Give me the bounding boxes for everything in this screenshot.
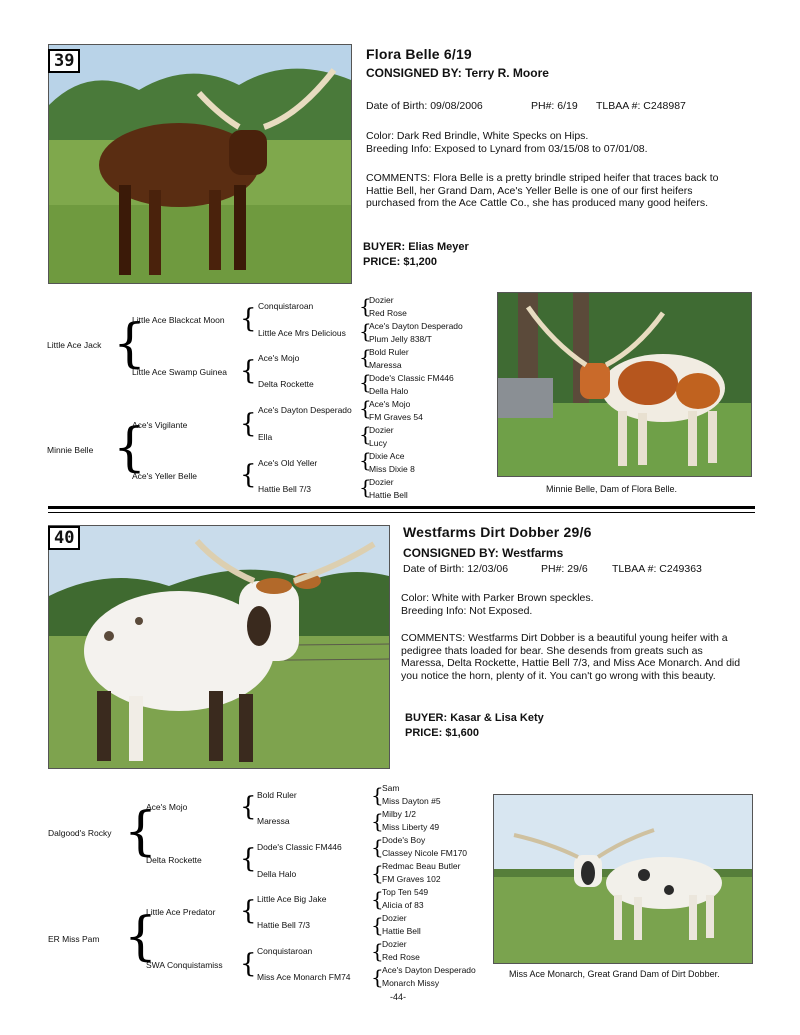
pedigree-g3: Delta Rockette: [258, 379, 314, 389]
section-divider-thin: [48, 512, 755, 513]
lot39-number: 39: [48, 49, 80, 73]
brace: {: [359, 370, 372, 394]
lot40-buyer: BUYER: Kasar & Lisa Kety: [405, 712, 544, 724]
lot39-price: PRICE: $1,200: [363, 256, 437, 268]
pedigree-g2: Little Ace Swamp Guinea: [132, 367, 227, 377]
pedigree-g3: Ace's Dayton Desperado: [258, 405, 352, 415]
brace: {: [240, 460, 257, 490]
pedigree-g3: Miss Ace Monarch FM74: [257, 972, 351, 982]
lot40-consigned-by: CONSIGNED BY: Westfarms: [403, 546, 564, 560]
section-divider-thick: [48, 506, 755, 509]
brace: {: [240, 304, 257, 334]
pedigree-g4: Sam: [382, 783, 400, 793]
pedigree-g2: SWA Conquistamiss: [146, 960, 223, 970]
lot39-dam-image: [498, 293, 751, 476]
lot40-dam-image: [494, 795, 752, 963]
pedigree-g2: Little Ace Blackcat Moon: [132, 315, 225, 325]
brace: {: [359, 319, 372, 343]
pedigree-g4: FM Graves 54: [369, 412, 423, 422]
pedigree-g4: Top Ten 549: [382, 887, 429, 897]
pedigree-g4: Hattie Bell: [382, 926, 421, 936]
pedigree-g4: Bold Ruler: [369, 347, 409, 357]
pedigree-g4: Plum Jelly 838/T: [369, 334, 432, 344]
pedigree-g4: Red Rose: [382, 952, 420, 962]
pedigree-g3: Conquistaroan: [257, 946, 313, 956]
pedigree-g4: Dixie Ace: [369, 451, 405, 461]
lot40-number: 40: [48, 526, 80, 550]
lot39-consigned-by: CONSIGNED BY: Terry R. Moore: [366, 66, 549, 80]
brace: {: [240, 792, 257, 822]
brace: {: [371, 887, 384, 911]
brace: {: [240, 949, 257, 979]
pedigree-g4: Dozier: [369, 477, 394, 487]
lot39-color: Color: Dark Red Brindle, White Specks on Hips.: [366, 130, 589, 142]
lot39-comments: COMMENTS: Flora Belle is a pretty brindle striped heifer that traces back to Hattie Bell, her Grand Dam, Ace's Yeller Belle is one of our first heifers purchased from the Ace Cattle Co., she has produced many good heifers.: [366, 172, 719, 209]
pedigree-sire: Dalgood's Rocky: [48, 828, 112, 838]
lot40-comments: COMMENTS: Westfarms Dirt Dobber is a beautiful young heifer with a pedigree thats loaded for bear. She desends from greats such as Maressa, Delta Rockette, Hattie Bell 7/3, and Miss Ace Monarch. And did you notice the horn, plenty of it. You can't go wrong with this beauty.: [401, 632, 741, 682]
lot40-cow-image: [49, 526, 389, 768]
pedigree-g2: Ace's Yeller Belle: [132, 471, 197, 481]
pedigree-g4: Miss Liberty 49: [382, 822, 440, 832]
pedigree-g4: Dozier: [369, 425, 394, 435]
brace: {: [371, 913, 384, 937]
pedigree-g3: Maressa: [257, 816, 290, 826]
brace: {: [124, 802, 158, 862]
pedigree-dam: ER Miss Pam: [48, 934, 100, 944]
brace: {: [359, 345, 372, 369]
pedigree-g2: Ace's Vigilante: [132, 420, 188, 430]
pedigree-g4: Red Rose: [369, 308, 407, 318]
pedigree-g4: Della Halo: [369, 386, 409, 396]
pedigree-g3: Ace's Old Yeller: [258, 458, 318, 468]
lot39-ph: PH#: 6/19: [531, 100, 578, 112]
pedigree-sire: Little Ace Jack: [47, 340, 102, 350]
brace: {: [359, 475, 372, 499]
pedigree-g4: Hattie Bell: [369, 490, 408, 500]
pedigree-g4: Miss Dixie 8: [369, 464, 415, 474]
lot40-caption: Miss Ace Monarch, Great Grand Dam of Dirt Dobber.: [509, 969, 720, 979]
pedigree-g4: Dozier: [369, 295, 394, 305]
pedigree-g4: Lucy: [369, 438, 387, 448]
pedigree-g4: Classey Nicole FM170: [382, 848, 468, 858]
lot39-dam-photo: [497, 292, 752, 477]
brace: {: [359, 396, 372, 420]
pedigree-g3: Ella: [258, 432, 273, 442]
brace: {: [371, 809, 384, 833]
lot40-ph: PH#: 29/6: [541, 563, 588, 575]
pedigree-g4: Monarch Missy: [382, 978, 440, 988]
lot39-dob: Date of Birth: 09/08/2006: [366, 100, 483, 112]
brace: {: [240, 844, 257, 874]
lot40-main-photo: [48, 525, 390, 769]
pedigree-g4: Maressa: [369, 360, 402, 370]
lot40-tlbaa: TLBAA #: C249363: [612, 563, 702, 575]
lot40-dob: Date of Birth: 12/03/06: [403, 563, 509, 575]
pedigree-g3: Bold Ruler: [257, 790, 297, 800]
brace: {: [371, 783, 384, 807]
lot39-caption: Minnie Belle, Dam of Flora Belle.: [546, 484, 678, 494]
pedigree-g4: Milby 1/2: [382, 809, 417, 819]
brace: {: [359, 422, 372, 446]
brace: {: [371, 861, 384, 885]
pedigree-g4: Dode's Boy: [382, 835, 426, 845]
lot39-title: Flora Belle 6/19: [366, 46, 472, 62]
pedigree-g3: Della Halo: [257, 869, 297, 879]
lot40-title: Westfarms Dirt Dobber 29/6: [403, 524, 592, 540]
brace: {: [240, 896, 257, 926]
pedigree-g4: Dozier: [382, 913, 407, 923]
brace: {: [371, 965, 384, 989]
lot40-price: PRICE: $1,600: [405, 727, 479, 739]
brace: {: [113, 314, 147, 374]
brace: {: [113, 418, 147, 478]
pedigree-g4: Ace's Dayton Desperado: [369, 321, 463, 331]
pedigree-dam: Minnie Belle: [47, 445, 94, 455]
brace: {: [359, 448, 372, 472]
pedigree-g2: Ace's Mojo: [146, 802, 188, 812]
lot39-tlbaa: TLBAA #: C248987: [596, 100, 686, 112]
pedigree-g4: Redmac Beau Butler: [382, 861, 461, 871]
pedigree-g2: Little Ace Predator: [146, 907, 216, 917]
pedigree-g2: Delta Rockette: [146, 855, 202, 865]
pedigree-g3: Hattie Bell 7/3: [258, 484, 311, 494]
page-number: -44-: [390, 992, 407, 1002]
pedigree-g4: Dode's Classic FM446: [369, 373, 454, 383]
brace: {: [371, 835, 384, 859]
lot40-breeding: Breeding Info: Not Exposed.: [401, 605, 533, 617]
pedigree-g3: Little Ace Mrs Delicious: [258, 328, 346, 338]
lot39-cow-image: [49, 45, 351, 283]
lot39-breeding: Breeding Info: Exposed to Lynard from 03/15/08 to 07/01/08.: [366, 143, 648, 155]
pedigree-g3: Little Ace Big Jake: [257, 894, 327, 904]
pedigree-g4: Dozier: [382, 939, 407, 949]
lot39-buyer: BUYER: Elias Meyer: [363, 241, 469, 253]
lot39-main-photo: [48, 44, 352, 284]
brace: {: [371, 939, 384, 963]
lot40-dam-photo: [493, 794, 753, 964]
pedigree-g3: Ace's Mojo: [258, 353, 300, 363]
brace: {: [240, 409, 257, 439]
pedigree-g3: Dode's Classic FM446: [257, 842, 342, 852]
brace: {: [124, 907, 158, 967]
pedigree-g4: Ace's Mojo: [369, 399, 411, 409]
pedigree-g4: Ace's Dayton Desperado: [382, 965, 476, 975]
lot40-color: Color: White with Parker Brown speckles.: [401, 592, 594, 604]
brace: {: [240, 356, 257, 386]
brace: {: [359, 294, 372, 318]
pedigree-g4: Alicia of 83: [382, 900, 424, 910]
pedigree-g3: Conquistaroan: [258, 301, 314, 311]
pedigree-g3: Hattie Bell 7/3: [257, 920, 310, 930]
pedigree-g4: FM Graves 102: [382, 874, 441, 884]
pedigree-g4: Miss Dayton #5: [382, 796, 441, 806]
